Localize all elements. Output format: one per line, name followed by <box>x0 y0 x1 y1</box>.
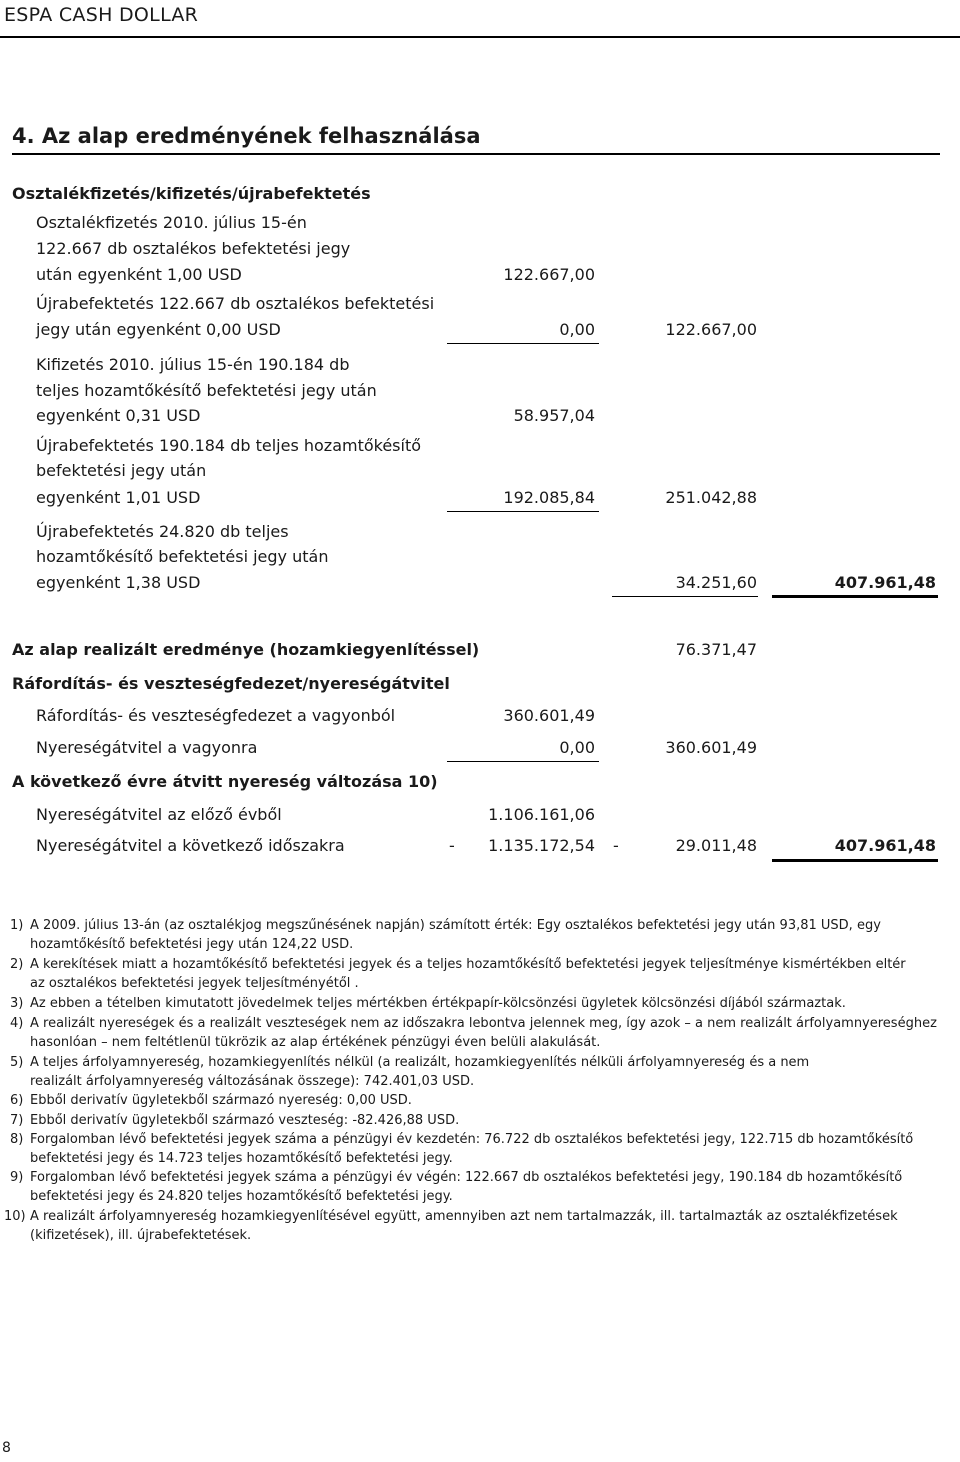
dividend-row-3-line-1: Kifizetés 2010. július 15-én 190.184 db <box>36 355 350 374</box>
realized-result-label: Az alap realizált eredménye (hozamkiegyenlítéssel) <box>12 640 480 659</box>
dividend-row-2-subtotal: 122.667,00 <box>665 320 757 339</box>
carryforward-row-2-label: Nyereségátvitel a következő időszakra <box>36 836 345 855</box>
expense-heading: Ráfordítás- és veszteségfedezet/nyereségátvitel <box>12 674 450 693</box>
dividend-row-2-underline <box>447 343 599 344</box>
section-title: 4. Az alap eredményének felhasználása <box>12 124 481 148</box>
dividend-row-1-line-3: után egyenként 1,00 USD <box>36 265 242 284</box>
dividend-row-1-line-2: 122.667 db osztalékos befektetési jegy <box>36 239 351 258</box>
footnote-8-line-1: Forgalomban lévő befektetési jegyek száma a pénzügyi év kezdetén: 76.722 db osztalékos befektetési jegy, 122.715 db hozamtőkésítő <box>30 1132 914 1147</box>
carryforward-row-1-label: Nyereségátvitel az előző évből <box>36 805 282 824</box>
footnote-1-line-1: A 2009. július 13-án (az osztalékjog megszűnésének napján) számított érték: Egy osztalékos befektetési jegy után 93,81 USD, egy <box>30 918 881 933</box>
fund-name-header: ESPA CASH DOLLAR <box>4 4 199 26</box>
footnote-7-number: 7) <box>10 1113 24 1128</box>
footnote-4-line-2: hasonlóan – nem feltétlenül tükrözik az alap értékének pénzügyi éven belüli alakulását. <box>30 1035 601 1050</box>
carryforward-heading: A következő évre átvitt nyereség változása 10) <box>12 772 438 791</box>
carryforward-row-2-sign-1: - <box>449 836 455 855</box>
carryforward-row-2-total: 29.011,48 <box>675 836 757 855</box>
footnote-5-line-2: realizált árfolyamnyereség változásának összege): 742.401,03 USD. <box>30 1074 475 1089</box>
expense-row-2-label: Nyereségátvitel a vagyonra <box>36 738 258 757</box>
dividend-row-4-line-3: egyenként 1,01 USD <box>36 488 201 507</box>
carryforward-row-2-value: 1.135.172,54 <box>488 836 595 855</box>
dividend-row-4-underline <box>447 511 599 512</box>
dividend-row-2-line-2: jegy után egyenként 0,00 USD <box>36 320 281 339</box>
footnote-2-number: 2) <box>10 957 24 972</box>
dividend-row-3-value: 58.957,04 <box>513 406 595 425</box>
dividend-row-1-line-1: Osztalékfizetés 2010. július 15-én <box>36 213 307 232</box>
dividend-row-5-line-1: Újrabefektetés 24.820 db teljes <box>36 522 289 541</box>
dividend-row-3-line-2: teljes hozamtőkésítő befektetési jegy után <box>36 381 377 400</box>
expense-row-2-underline <box>447 761 599 762</box>
footnote-4-line-1: A realizált nyereségek és a realizált veszteségek nem az időszakra lebontva jelennek meg, így azok – a nem realizált árfolyamnyereséghez <box>30 1016 937 1031</box>
footnote-5-number: 5) <box>10 1055 24 1070</box>
expense-row-1-value: 360.601,49 <box>503 706 595 725</box>
footnote-8-line-2: befektetési jegy és 14.723 teljes hozamtőkésítő befektetési jegy. <box>30 1151 453 1166</box>
dividend-row-5-line-2: hozamtőkésítő befektetési jegy után <box>36 547 329 566</box>
footnote-7-line-1: Ebből derivatív ügyletekből származó veszteség: -82.426,88 USD. <box>30 1113 460 1128</box>
footnote-10-line-1: A realizált árfolyamnyereség hozamkiegyenlítésével együtt, amennyiben azt nem tartalmazzák, ill. tartalmazták az osztalékfizetések <box>30 1209 898 1224</box>
expense-total: 360.601,49 <box>665 738 757 757</box>
section-title-rule <box>12 153 940 155</box>
footnote-10-line-2: (kifizetések), ill. újrabefektetések. <box>30 1228 252 1243</box>
carryforward-grand-total-underline <box>772 859 938 862</box>
footnote-6-number: 6) <box>10 1093 24 1108</box>
footnote-1-number: 1) <box>10 918 24 933</box>
footnote-9-line-1: Forgalomban lévő befektetési jegyek száma a pénzügyi év végén: 122.667 db osztalékos befektetési jegy, 190.184 db hozamtőkésítő <box>30 1170 903 1185</box>
footnote-6-line-1: Ebből derivatív ügyletekből származó nyereség: 0,00 USD. <box>30 1093 412 1108</box>
dividend-row-5-line-3: egyenként 1,38 USD <box>36 573 201 592</box>
dividend-row-4-subtotal: 251.042,88 <box>665 488 757 507</box>
dividend-row-4-line-1: Újrabefektetés 190.184 db teljes hozamtőkésítő <box>36 436 422 455</box>
dividend-total-underline <box>772 595 938 598</box>
dividend-row-4-line-2: befektetési jegy után <box>36 461 207 480</box>
header-rule <box>0 36 960 38</box>
expense-row-1-label: Ráfordítás- és veszteségfedezet a vagyonból <box>36 706 396 725</box>
footnote-3-line-1: Az ebben a tételben kimutatott jövedelmek teljes mértékben értékpapír-kölcsönzési ügyletek kölcsönzési díjából származtak. <box>30 996 846 1011</box>
dividend-row-1-value: 122.667,00 <box>503 265 595 284</box>
footnote-4-number: 4) <box>10 1016 24 1031</box>
footnote-2-line-2: az osztalékos befektetési jegyek teljesítményétől . <box>30 976 359 991</box>
dividend-row-2-value: 0,00 <box>559 320 595 339</box>
dividend-row-4-value: 192.085,84 <box>503 488 595 507</box>
footnote-10-number: 10) <box>4 1209 26 1224</box>
footnote-3-number: 3) <box>10 996 24 1011</box>
expense-row-2-value: 0,00 <box>559 738 595 757</box>
page-number: 8 <box>2 1440 11 1456</box>
carryforward-row-1-value: 1.106.161,06 <box>488 805 595 824</box>
dividend-row-2-line-1: Újrabefektetés 122.667 db osztalékos befektetési <box>36 294 435 313</box>
carryforward-row-2-sign-2: - <box>613 836 619 855</box>
footnote-8-number: 8) <box>10 1132 24 1147</box>
footnote-5-line-1: A teljes árfolyamnyereség, hozamkiegyenlítés nélkül (a realizált, hozamkiegyenlítés nélküli árfolyamnyereség és a nem <box>30 1055 810 1070</box>
dividend-row-3-line-3: egyenként 0,31 USD <box>36 406 201 425</box>
dividend-row-5-subtotal: 34.251,60 <box>675 573 757 592</box>
footnote-9-line-2: befektetési jegy és 24.820 teljes hozamtőkésítő befektetési jegy. <box>30 1189 453 1204</box>
dividend-row-5-underline <box>612 596 758 597</box>
footnote-1-line-2: hozamtőkésítő befektetési jegy után 124,22 USD. <box>30 937 354 952</box>
carryforward-grand-total: 407.961,48 <box>834 836 936 855</box>
dividend-total: 407.961,48 <box>834 573 936 592</box>
dividend-heading: Osztalékfizetés/kifizetés/újrabefektetés <box>12 184 371 203</box>
footnote-2-line-1: A kerekítések miatt a hozamtőkésítő befektetési jegyek és a teljes hozamtőkésítő befektetési jegyek teljesítménye kismértékben eltér <box>30 957 906 972</box>
realized-result-value: 76.371,47 <box>675 640 757 659</box>
footnote-9-number: 9) <box>10 1170 24 1185</box>
